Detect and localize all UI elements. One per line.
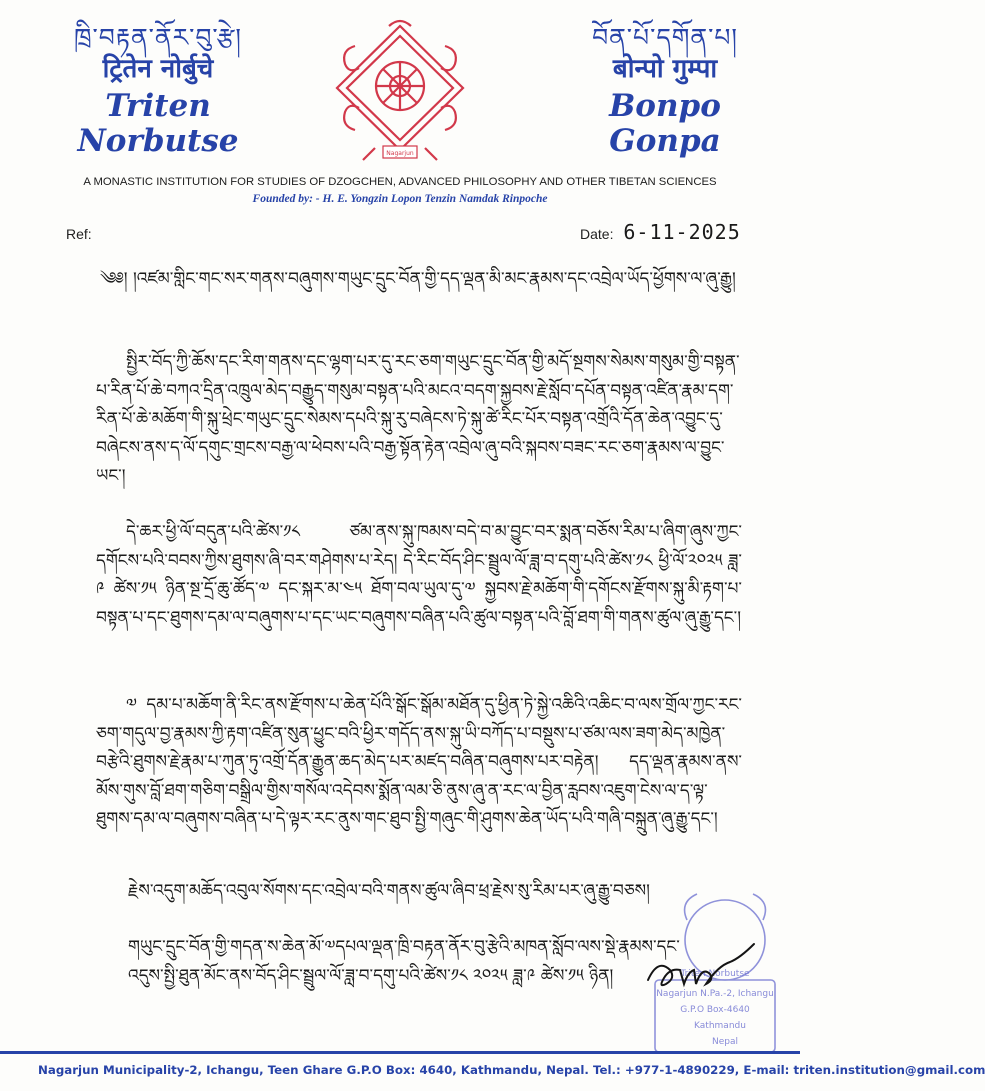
footer-address: Nagarjun Municipality-2, Ichangu, Teen Ghare G.P.O Box: 4640, Kathmandu, Nepal. Tel.: +977-1-4890229, E-mail: triten.institution@gmail.com [38,1063,985,1077]
signoff-line-1: གཡུང་དྲུང་བོན་གྱི་གདན་ས་ཆེན་མོ་༧དཔལ་ལྡན་ཁྲི་བརྟན་ནོར་བུ་རྩེའི་མཁན་སློབ་ལས་སྡེ་རྣམས་དང་ [128,937,680,957]
letterhead [0,0,800,215]
ref-label: Ref: [66,226,92,242]
brand-left-tibetan: ཁྲི་བརྟན་ནོར་བུ་རྩེ། [74,23,242,52]
brand-right-latin: Bonpo Gonpa [609,87,721,160]
letter-paragraph-3: ༧ དམ་པ་མཆོག་ནི་རིང་ནས་རྫོགས་པ་ཆེན་པོའི་སྒོང་སྒོམ་མཐོན་དུ་ཕྱིན་ཏེ་སྐྱེ་འཆིའི་འཆིང་བ་ལས་གྲོལ་ཀྱང་རང་ཅག་གདུལ་བྱ་རྣམས་ཀྱི་རྟག་འཛིན་སུན་ཕྱུང་བའི་ཕྱིར་གདོད་ནས་སྐུ་ཡི་བཀོད་པ་བསྡུས་པ་ཙམ་ལས་ཟག་མེད་མཁྱེན་བརྩེའི་ཐུགས་རྗེ་རྣམ་པ་ཀུན་ཏུ་འགྲོ་དོན་རྒྱུན་ཆད་མེད་པར་མཛད་བཞིན་བཞུགས་པར་བརྟེན། དད་ལྡན་རྣམས་ནས་མོས་གུས་བློ་ཐག་གཅིག་བསྒྲིལ་གྱིས་གསོལ་འདེབས་སྨོན་ལམ་ཅི་ནུས་ཞུ་ན་རང་ལ་བྱིན་རླབས་འཇུག་ངེས་ལ་ད་ལྟ་ཐུགས་དམ་ལ་བཞུགས་བཞིན་པ་དེ་ལྟར་རང་ནུས་གང་ཐུབ་སྤྱི་གཞུང་གི་ཤུགས་ཆེན་ཡོད་པའི་གཞི་བསྐྲུན་ཞུ་རྒྱུ་དང་། [96,695,742,829]
letter-paragraph-1: སྤྱིར་བོད་ཀྱི་ཆོས་དང་རིག་གནས་དང་ལྷག་པར་དུ་རང་ཅག་གཡུང་དྲུང་བོན་གྱི་མདོ་སྔགས་སེམས་གསུམ་གྱི་བསྟན་པ་རིན་པོ་ཆེ་བཀའ་དྲིན་འཁྲུལ་མེད་བརྒྱུད་གསུམ་བསྟན་པའི་མངའ་བདག་སྐྱབས་རྗེ་སློབ་དཔོན་བསྟན་འཛིན་རྣམ་དག་རིན་པོ་ཆེ་མཆོག་གི་སྐུ་ཕྲེང་གཡུང་དྲུང་སེམས་དཔའི་སྐུ་རུ་བཞེངས་ཏེ་སྐུ་ཚེ་རིང་པོར་བསྟན་འགྲོའི་དོན་ཆེན་འབྱུང་དུ་བཞེངས་ནས་ད་ལོ་དགུང་གྲངས་བརྒྱ་ལ་ཕེབས་པའི་བརྒྱ་སྟོན་རྟེན་འབྲེལ་ཞུ་བའི་སྐབས་བཟང་རང་ཅག་རྣམས་ལ་བྱུང་ཡང་། [96,352,740,486]
signoff-line-2: འདུས་སྤྱི་ཐུན་མོང་ནས་བོད་ཤིང་སྦྲུལ་ལོ་ཟླ་བ་དགུ་པའི་ཚེས་༡༨ ༢༠༢༥ ཟླ་༩ ཚེས་༡༥ ཉིན། [128,965,614,986]
letter-closing: རྗེས་འདུག་མཆོད་འབུལ་སོགས་དང་འབྲེལ་བའི་གནས་ཚུལ་ཞིབ་ཕྲ་རྗེས་སུ་རིམ་པར་ཞུ་རྒྱུ་བཅས། [128,881,650,901]
date-field [580,220,741,244]
brand-left [48,24,268,160]
stamp-line-4: Kathmandu [694,1021,746,1031]
founded-by-line: Founded by: - H. E. Yongzin Lopon Tenzin Namdak Rinpoche [252,193,548,205]
svg-text:Nagarjun: Nagarjun [386,150,414,157]
date-label: Date: [580,226,614,242]
brand-right [560,24,770,160]
stamp-line-3: G.P.O Box-4640 [680,1005,750,1015]
institution-tagline: A MONASTIC INSTITUTION FOR STUDIES OF DZOGCHEN, ADVANCED PHILOSOPHY AND OTHER TIBETAN SCIENCES [83,176,717,188]
letter-title: ༄༅། །འཛམ་གླིང་གང་སར་གནས་བཞུགས་གཡུང་དྲུང་བོན་གྱི་དད་ལྡན་མི་མང་རྣམས་དང་འབྲེལ་ཡོད་ཕྱོགས་ལ་ཞུ་རྒྱུ། [100,269,736,289]
stamp-line-5: Nepal [712,1037,738,1047]
brand-right-devanagari: बोन्पो गुम्पा [612,53,718,84]
brand-left-devanagari: ट्रितेन नोर्बुचे [102,53,214,84]
brand-left-latin: Triten Norbutse [77,87,239,160]
stamp-line-2: Nagarjun N.Pa.-2, Ichangu [656,989,774,999]
monastery-emblem-logo [325,18,475,168]
date-value: 6-11-2025 [623,220,741,244]
stamp-line-1: Triten Norbutse [680,969,750,979]
letter-paragraph-2: དེ་ཆར་ཕྱི་ལོ་བདུན་པའི་ཚེས་༡༨ ཙམ་ནས་སྐུ་ཁམས་བདེ་བ་མ་བྱུང་བར་སྨན་བཅོས་རིམ་པ་ཞིག་ཞུས་ཀྱང་དགོངས་པའི་བབས་ཀྱིས་ཐུགས་ཞི་བར་གཤེགས་པ་རེད། དེ་རིང་བོད་ཤིང་སྦྲུལ་ལོ་ཟླ་བ་དགུ་པའི་ཚེས་༡༨ ཕྱི་ལོ་༢༠༢༥ ཟླ་༩ ཚེས་༡༥ ཉིན་སྔ་དྲོ་ཆུ་ཚོད་༧ དང་སྐར་མ་༤༥ ཐོག་བལ་ཡུལ་དུ་༧ སྐྱབས་རྗེ་མཆོག་གི་དགོངས་རྫོགས་སྐུ་མི་རྟག་པ་བསྟན་པ་དང་ཐུགས་དམ་ལ་བཞུགས་པ་དང་ཡང་བཞུགས་བཞིན་པའི་ཚུལ་བསྟན་པའི་བློ་ཐག་གི་གནས་ཚུལ་ཞུ་རྒྱུ་དང་། [96,522,742,628]
footer-bar [0,1051,985,1091]
brand-right-tibetan: བོན་པོ་དགོན་པ། [592,23,738,52]
handwritten-signature [640,940,770,1000]
